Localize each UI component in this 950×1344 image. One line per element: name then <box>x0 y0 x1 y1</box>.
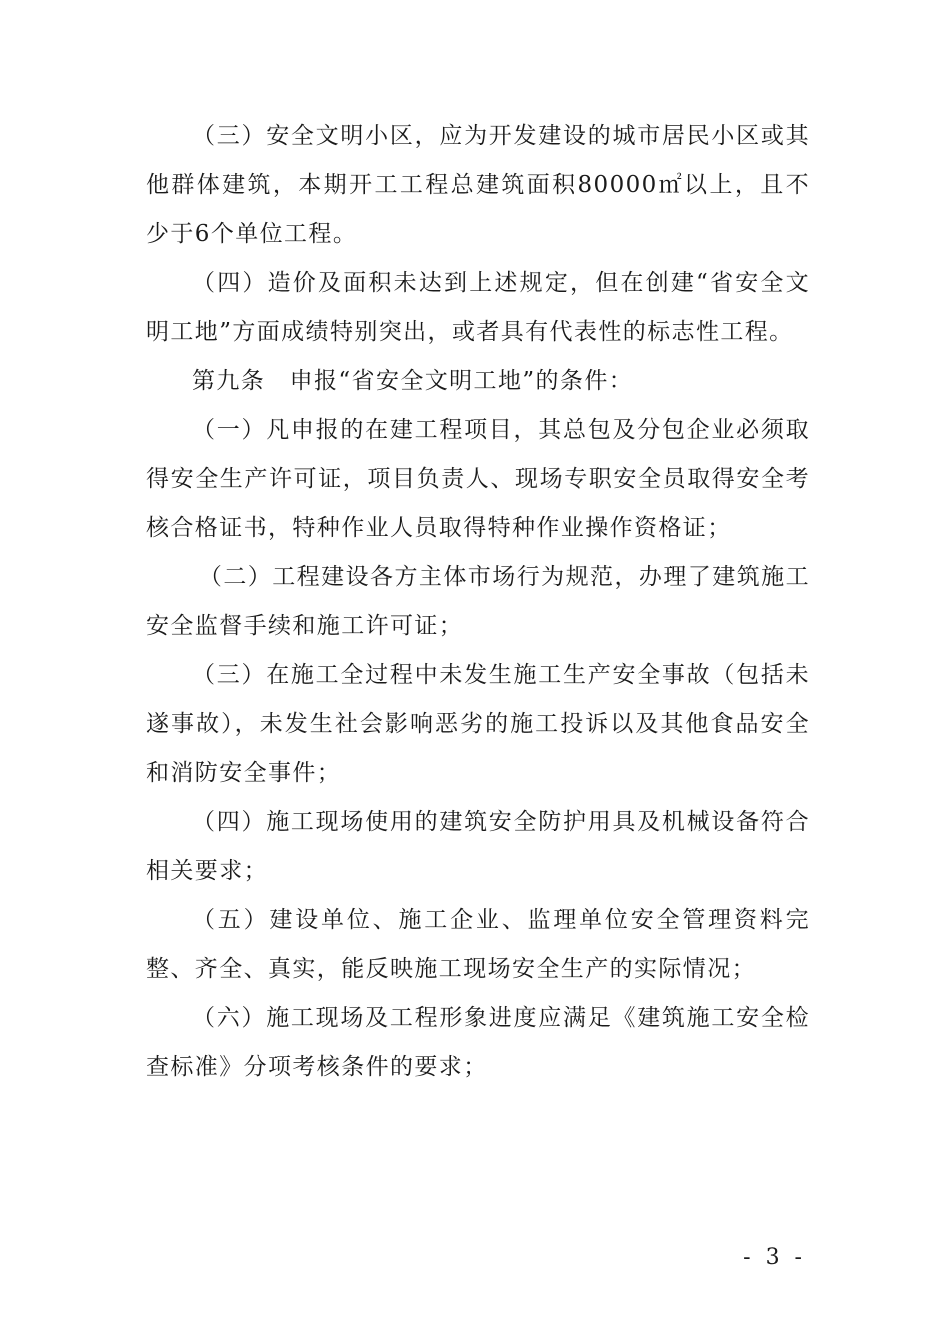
paragraph-condition-4: （四）施工现场使用的建筑安全防护用具及机械设备符合相关要求； <box>146 809 810 884</box>
paragraph-item-3-safe-community: （三）安全文明小区，应为开发建设的城市居民小区或其他群体建筑，本期开工工程总建筑面积80000㎡以上，且不少于6个单位工程。 <box>146 123 810 247</box>
paragraph-condition-6: （六）施工现场及工程形象进度应满足《建筑施工安全检查标准》分项考核条件的要求； <box>146 1005 810 1080</box>
document-body <box>146 112 810 1092</box>
paragraph-condition-5: （五）建设单位、施工企业、监理单位安全管理资料完整、齐全、真实，能反映施工现场安全生产的实际情况； <box>146 907 810 982</box>
paragraph-condition-1: （一）凡申报的在建工程项目，其总包及分包企业必须取得安全生产许可证，项目负责人、现场专职安全员取得安全考核合格证书，特种作业人员取得特种作业操作资格证； <box>146 417 810 541</box>
paragraph-item-4-special-case: （四）造价及面积未达到上述规定，但在创建“省安全文明工地”方面成绩特别突出，或者具有代表性的标志性工程。 <box>146 270 810 345</box>
article-9-heading: 第九条 申报“省安全文明工地”的条件： <box>192 368 634 394</box>
page-number: - 3 - <box>743 1245 806 1270</box>
paragraph-condition-2: （二）工程建设各方主体市场行为规范，办理了建筑施工安全监督手续和施工许可证； <box>146 564 810 639</box>
paragraph-condition-3: （三）在施工全过程中未发生施工生产安全事故（包括未遂事故），未发生社会影响恶劣的施工投诉以及其他食品安全和消防安全事件； <box>146 662 810 786</box>
